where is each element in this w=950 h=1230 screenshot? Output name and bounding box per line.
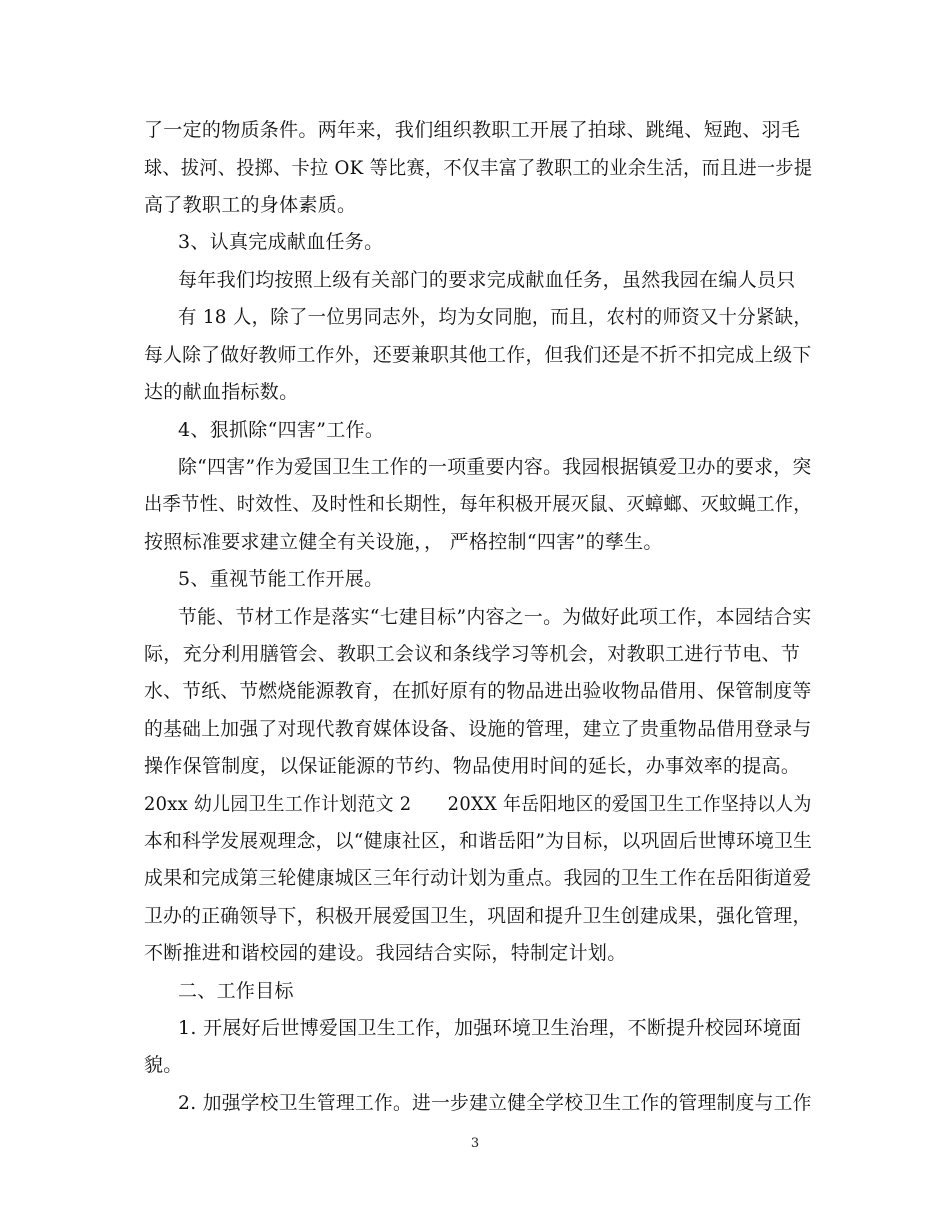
- text-line: 每年我们均按照上级有关部门的要求完成献血任务，虽然我园在编人员只: [178, 269, 796, 291]
- text-line: 不断推进和谐校园的建设。我园结合实际，特制定计划。: [144, 942, 627, 964]
- text-line: 球、拔河、投掷、卡拉 OK 等比赛，不仅丰富了教职工的业余生活，而且进一步提: [144, 157, 813, 179]
- text-line: 际，充分利用膳管会、教职工会议和条线学习等机会，对教职工进行节电、节: [144, 643, 801, 665]
- text-line: 成果和完成第三轮健康城区三年行动计划为重点。我园的卫生工作在岳阳街道爱: [144, 867, 812, 889]
- page-number: 3: [470, 1136, 480, 1151]
- section-heading: 3、认真完成献血任务。: [178, 231, 384, 253]
- text-line: 了一定的物质条件。两年来，我们组织教职工开展了拍球、跳绳、短跑、羽毛: [144, 119, 801, 141]
- text-line: 貌。: [144, 1054, 183, 1076]
- text-line: 节能、节材工作是落实“七建目标”内容之一。为做好此项工作，本园结合实: [178, 606, 812, 628]
- section-heading: 二、工作目标: [178, 980, 294, 1002]
- text-line: 1. 开展好后世博爱国卫生工作，加强环境卫生治理，不断提升校园环境面: [178, 1017, 802, 1039]
- text-line: 卫办的正确领导下，积极开展爱国卫生，巩固和提升卫生创建成果，强化管理，: [144, 905, 812, 927]
- text-line: 本和科学发展观理念，以“健康社区，和谐岳阳”为目标，以巩固后世博环境卫生: [144, 830, 813, 852]
- text-line: 有 18 人，除了一位男同志外，均为女同胞，而且，农村的师资又十分紧缺，: [178, 306, 813, 328]
- text-line: 高了教职工的身体素质。: [144, 194, 357, 216]
- text-line: 除“四害”作为爱国卫生工作的一项重要内容。我园根据镇爱卫办的要求，突: [178, 456, 812, 478]
- text-line: 出季节性、时效性、及时性和长期性，每年积极开展灭鼠、灭蟑螂、灭蚊蝇工作，: [144, 493, 812, 515]
- text-line: 操作保管制度，以保证能源的节约、物品使用时间的延长，办事效率的提高。: [144, 755, 801, 777]
- section-heading: 5、重视节能工作开展。: [178, 568, 384, 590]
- section-heading: 4、狠抓除“四害”工作。: [178, 419, 385, 441]
- text-line: 按照标准要求建立健全有关设施，， 严格控制“四害”的孳生。: [144, 531, 663, 553]
- text-line: 水、节纸、节燃烧能源教育，在抓好原有的物品进出验收物品借用、保管制度等: [144, 680, 812, 702]
- text-line: 的基础上加强了对现代教育媒体设备、设施的管理，建立了贵重物品借用登录与: [144, 718, 812, 740]
- text-line: 20xx 幼儿园卫生工作计划范文 2 20XX 年岳阳地区的爱国卫生工作坚持以人为: [144, 793, 812, 815]
- text-line: 达的献血指标数。: [144, 381, 299, 403]
- text-line: 每人除了做好教师工作外，还要兼职其他工作，但我们还是不折不扣完成上级下: [144, 344, 812, 366]
- text-line: 2. 加强学校卫生管理工作。进一步建立健全学校卫生工作的管理制度与工作: [178, 1092, 812, 1114]
